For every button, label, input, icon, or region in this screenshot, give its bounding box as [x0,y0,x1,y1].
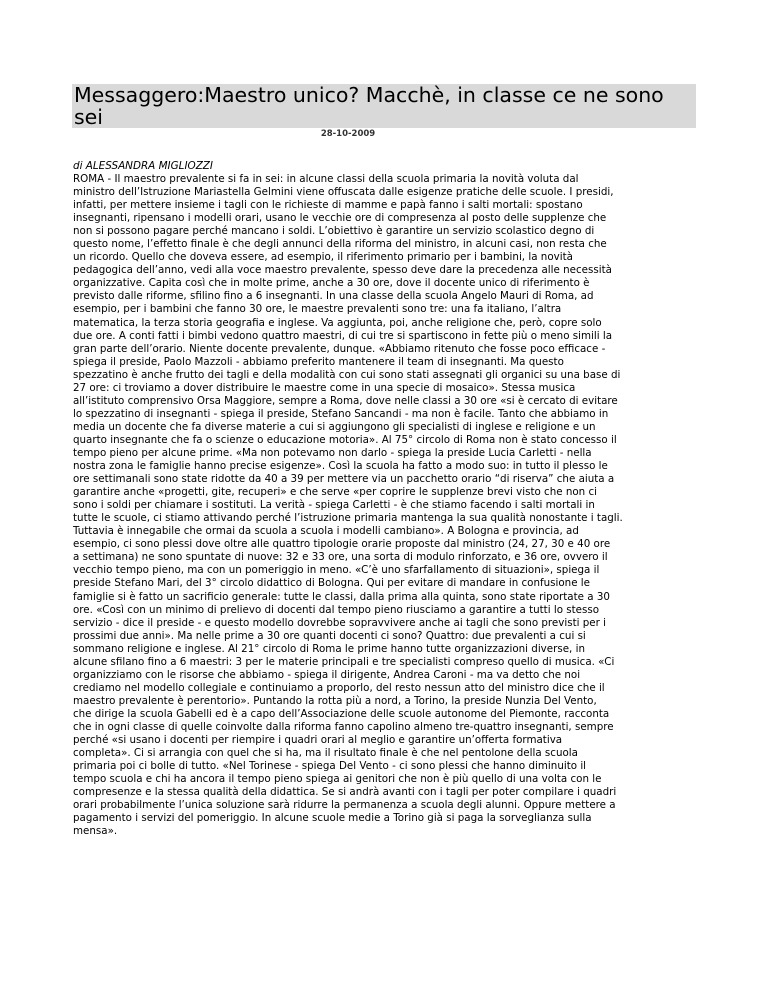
article-byline: di ALESSANDRA MIGLIOZZI [73,160,213,172]
article-line: esempio, per i bambini che fanno 30 ore, le maestre prevalenti sono tre: una fa italiano, l’altra [73,303,562,316]
article-line: pedagogica dell’anno, vedi alla voce maestro prevalente, spesso deve dare la precedenza alle necessità [73,264,612,277]
article-line: ministro dell’Istruzione Mariastella Gelmini viene offuscata dalle esigenze pratiche delle scuole. I presidi, [73,186,614,199]
article-line: matematica, la terza storia geografia e inglese. Va aggiunta, poi, anche religione che, però, copre solo [73,316,602,329]
article-line: sommano religione e inglese. Al 21° circolo di Roma le prime hanno tutte organizzazioni diverse, in [73,642,585,655]
article-title: Messaggero:Maestro unico? Macchè, in classe ce ne sono sei [74,83,664,129]
article-line: crediamo nel modello collegiale e continuiamo a proporlo, del resto nessun atto del ministro dice che il [73,681,605,694]
article-line: tempo pieno per alcune prime. «Ma non potevamo non darlo - spiega la preside Lucia Carletti - nella [73,446,592,459]
article-line: servizio - dice il preside - e questo modello dovrebbe sopravvivere anche ai tagli che sono previsti per i [73,616,606,629]
article-line: all’istituto comprensivo Orsa Maggiore, sempre a Roma, dove nelle classi a 30 ore «si è cercato di evitare [73,394,618,407]
article-line: nostra zona le famiglie hanno precise esigenze». Così la scuola ha fatto a modo suo: in tutto il plesso le [73,460,608,473]
article-line: vecchio tempo pieno, ma con un pomeriggio in meno. «C’è uno sfarfallamento di situazioni», spiega il [73,564,600,577]
article-line: Tuttavia è innegabile che ormai da scuola a scuola i modelli cambiano». A Bologna e provincia, ad [73,525,579,538]
article-line: esempio, ci sono plessi dove oltre alle quattro tipologie orarie proposte dal ministro (24, 27, 30 e 40 ore [73,538,611,551]
article-line: lo spezzatino di insegnanti - spiega il preside, Stefano Sancandi - ma non è facile. Tanto che abbiamo in [73,407,609,420]
article-line: che in ogni classe di quelle coinvolte dalla riforma fanno capolino almeno tre-quattro insegnanti, sempre [73,720,614,733]
article-line: media un docente che fa diverse materie a cui si aggiungono gli specialisti di inglese e religione e un [73,420,596,433]
article-line: preside Stefano Mari, del 3° circolo didattico di Bologna. Qui per evitare di mandare in confusione le [73,577,590,590]
article-line: completa». Ci si arrangia con quel che si ha, ma il risultato finale è che nel pentolone della scuola [73,747,578,760]
article-line: questo nome, l’effetto finale è che degli annunci della riforma del ministro, in alcuni casi, non resta che [73,238,607,251]
article-line: spezzatino è anche frutto dei tagli e della modalità con cui sono stati assegnati gli organici su una base di [73,368,621,381]
article-line: due ore. A conti fatti i bimbi vedono quattro maestri, di cui tre si spartiscono in fette più o meno simili la [73,329,613,342]
article-line: insegnanti, ripensano i modelli orari, usano le vecchie ore di compresenza al posto delle supplenze che [73,212,607,225]
article-line: ore. «Così con un minimo di prelievo di docenti dal tempo pieno riusciamo a garantire a tutti lo stesso [73,603,600,616]
article-line: che dirige la scuola Gabelli ed è a capo dell’Associazione delle scuole autonome del Piemonte, racconta [73,707,610,720]
article-line: ROMA - Il maestro prevalente si fa in sei: in alcune classi della scuola primaria la novità voluta dal [73,173,579,185]
article-line: tutte le scuole, ci stiamo attivando perché l’istruzione primaria mantenga la sua qualità nonostante i tagli. [73,512,623,525]
article-line: organizziamo con le risorse che abbiamo - spiega il dirigente, Andrea Caroni - ma va detto che noi [73,668,581,681]
article-line: a settimana) ne sono spuntate di nuove: 32 e 33 ore, una sorta di modulo rinforzato, e 36 ore, ovvero il [73,551,608,564]
article-date: 28-10-2009 [320,129,376,139]
article-line: infatti, per mettere insieme i tagli con le richieste di mamme e papà fanno i salti mortali: spostano [73,199,583,212]
article-line: famiglie si è fatto un sacrificio generale: tutte le classi, dalla prima alla quinta, sono state riportate a 30 [73,590,610,603]
article-line: 27 ore: ci troviamo a dover distribuire le maestre come in una specie di mosaico». Stessa musica [73,381,576,394]
article-line: non si possono pagare perché mancano i soldi. L’obiettivo è garantire un servizio scolastico degno di [73,225,595,238]
article-line: sono i soldi per chiamare i sostituti. La verità - spiega Carletti - è che stiamo facendo i salti mortali in [73,499,595,512]
article-line: primaria poi ci bolle di tutto. «Nel Torinese - spiega Del Vento - ci sono plessi che hanno diminuito il [73,760,587,773]
article-line: orari probabilmente l’unica soluzione sarà ridurre la permanenza a scuola degli alunni. Oppure mettere a [73,799,616,812]
article-line: tempo scuola e chi ha ancora il tempo pieno spiega ai genitori che non è più quello di una volta con le [73,773,602,786]
article-line: ore settimanali sono state ridotte da 40 a 39 per mettere via un pacchetto orario “di riserva” che aiuta a [73,473,615,486]
title-banner [72,84,696,128]
article-line: gran parte dell’orario. Niente docente prevalente, dunque. «Abbiamo ritenuto che fosse poco efficace - [73,342,606,355]
article-body [73,173,696,838]
article-line: maestro prevalente è perentorio». Puntando la rotta più a nord, a Torino, la preside Nunzia Del Vento, [73,694,597,707]
article-line: organizzative. Capita così che in molte prime, anche a 30 ore, dove il docente unico di riferimento è [73,277,590,290]
article-line: un ricordo. Quello che doveva essere, ad esempio, il riferimento primario per i bambini, la novità [73,251,573,264]
article-line: prossimi due anni». Ma nelle prime a 30 ore quanti docenti ci sono? Quattro: due prevalenti a cui si [73,629,586,642]
article-line: perché «si usano i docenti per riempire i quadri orari al meglio e garantire un’offerta formativa [73,734,563,747]
article-line: garantire anche «progetti, gite, recuperi» e che serve «per coprire le supplenze brevi visto che non ci [73,486,598,499]
article-line: mensa». [73,825,118,838]
article-line: pagamento i servizi del pomeriggio. In alcune scuole medie a Torino già si paga la sorveglianza sulla [73,812,592,825]
article-line: previsto dalle riforme, sfilino fino a 6 insegnanti. In una classe della scuola Angelo Mauri di Roma, ad [73,290,594,303]
article-line: compresenze e la stessa qualità della didattica. Se si andrà avanti con i tagli per poter compilare i quadri [73,786,617,799]
article-line: quarto insegnante che fa o scienze o educazione motoria». Al 75° circolo di Roma non è stato concesso il [73,433,617,446]
article-line: spiega il preside, Paolo Mazzoli - abbiamo preferito mantenere il team di insegnanti. Ma questo [73,355,564,368]
article-line: alcune sfilano fino a 6 maestri: 3 per le materie principali e tre specialisti compreso quello di musica. «Ci [73,655,615,668]
